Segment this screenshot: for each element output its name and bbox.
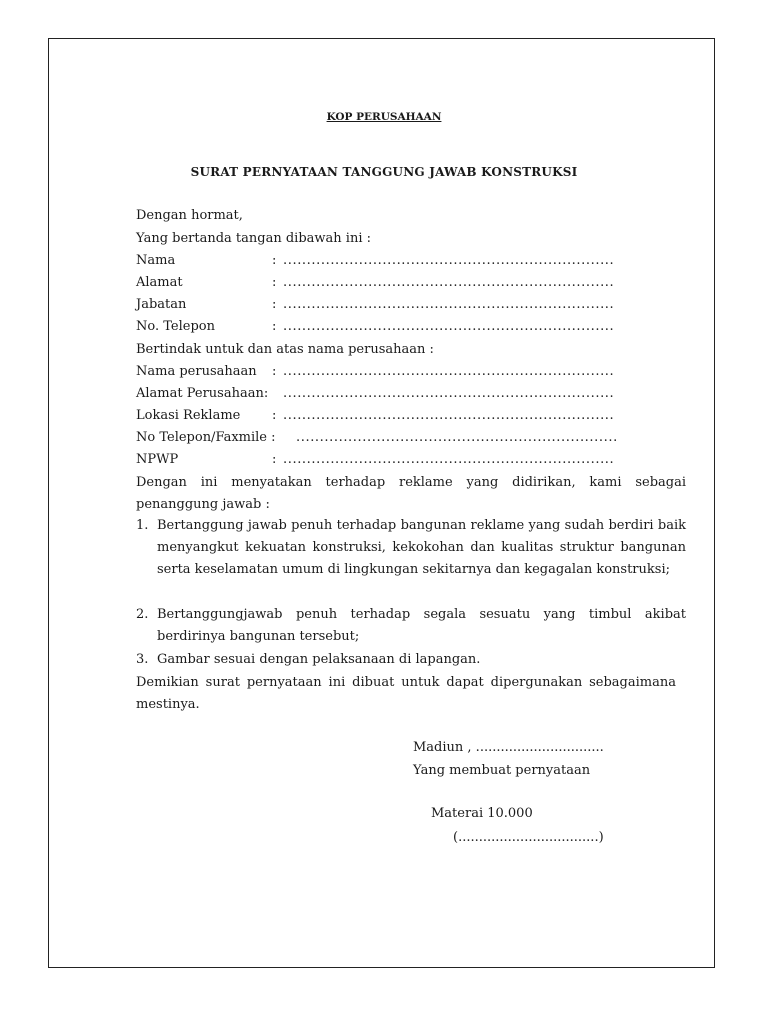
field-colon: : (272, 408, 277, 423)
field-blank: ...................................................................... (283, 253, 615, 268)
field-label: NPWP (136, 452, 179, 467)
field-label: Nama perusahaan (136, 364, 257, 379)
list-number: 1. (136, 518, 149, 533)
place-date: Madiun , ............................... (413, 740, 604, 755)
field-label: Nama (136, 253, 176, 268)
field-label: No. Telepon (136, 319, 215, 334)
field-label: Lokasi Reklame (136, 408, 241, 423)
signature-name-blank: (..................................) (453, 830, 604, 845)
closing-paragraph: Demikian surat pernyataan ini dibuat untuk dapat dipergunakan sebagaimana mestinya. (136, 675, 676, 712)
letterhead-placeholder: KOP PERUSAHAAN (326, 111, 442, 123)
list-text: Gambar sesuai dengan pelaksanaan di lapangan. (157, 652, 481, 667)
on-behalf-text: Bertindak untuk dan atas nama perusahaan : (136, 342, 434, 357)
document-title: SURAT PERNYATAAN TANGGUNG JAWAB KONSTRUKSI (190, 165, 578, 179)
field-blank: ...................................................................... (283, 319, 615, 334)
stamp-duty-label: Materai 10.000 (431, 806, 533, 821)
field-label: Jabatan (136, 297, 187, 312)
field-label: Alamat Perusahaan: (136, 386, 269, 401)
list-text: Bertanggung jawab penuh terhadap bangunan reklame yang sudah berdiri baik menyangkut kekuatan konstruksi, kekokohan dan kualitas struktur bangunan serta keselamatan umum di lingkungan sekitarnya dan kegagalan konstruksi; (157, 518, 686, 577)
list-number: 3. (136, 652, 149, 667)
field-colon: : (272, 253, 277, 268)
field-colon: : (272, 275, 277, 290)
field-colon: : (272, 319, 277, 334)
field-blank: ...................................................................... (283, 364, 615, 379)
statement-paragraph: Dengan ini menyatakan terhadap reklame yang didirikan, kami sebagai penanggung jawab : (136, 475, 686, 512)
greeting: Dengan hormat, (136, 208, 243, 223)
list-item (136, 515, 686, 581)
list-item (136, 649, 686, 671)
field-blank: ...................................................................... (283, 275, 615, 290)
field-colon: : (272, 452, 277, 467)
signer-caption: Yang membuat pernyataan (413, 763, 591, 778)
field-blank: ...................................................................... (283, 297, 615, 312)
field-blank: ...................................................................... (283, 452, 615, 467)
intro-text: Yang bertanda tangan dibawah ini : (136, 231, 371, 246)
field-colon: : (272, 297, 277, 312)
field-label: No Telepon/Faxmile : (136, 430, 276, 445)
field-blank: ...................................................................... (283, 386, 615, 401)
field-blank: ...................................................................... (283, 408, 615, 423)
field-blank: .................................................................... (296, 430, 618, 445)
list-item (136, 604, 686, 648)
field-colon: : (272, 364, 277, 379)
list-number: 2. (136, 607, 149, 622)
field-label: Alamat (136, 275, 183, 290)
list-text: Bertanggungjawab penuh terhadap segala sesuatu yang timbul akibat berdirinya bangunan tersebut; (157, 607, 686, 644)
